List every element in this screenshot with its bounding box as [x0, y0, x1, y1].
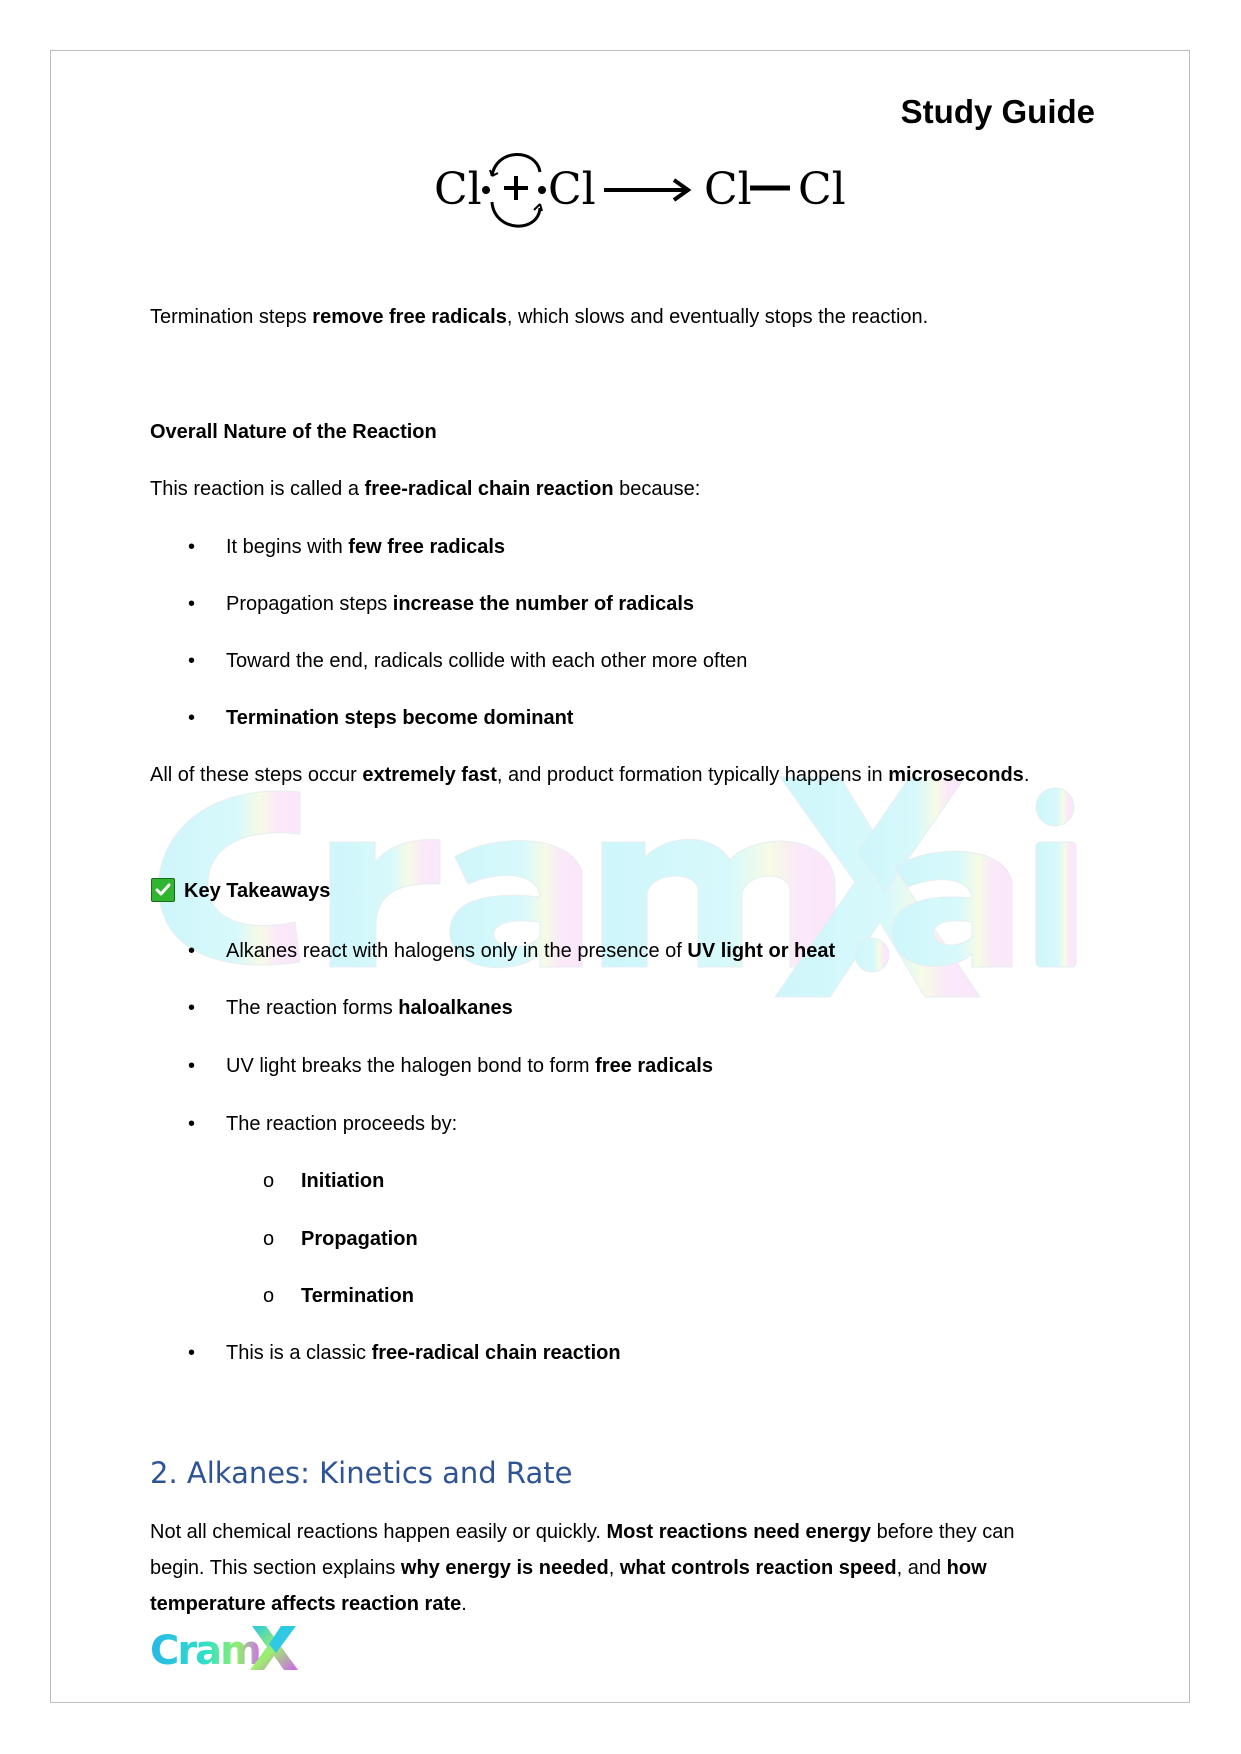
sub-bullet-glyph: o	[263, 1228, 275, 1250]
overall-intro: This reaction is called a free-radical chain reaction because:	[150, 478, 701, 500]
list-item: UV light breaks the halogen bond to form free radicals	[226, 1055, 713, 1077]
sub-bullet-glyph: o	[263, 1285, 275, 1307]
cl-product-left: Cl	[704, 164, 752, 215]
list-item: This is a classic free-radical chain reaction	[226, 1342, 621, 1364]
cl-atom-right: Cl	[548, 164, 596, 215]
section-paragraph-line-3: temperature affects reaction rate.	[150, 1593, 467, 1615]
svg-text:Cram: Cram	[150, 1628, 260, 1672]
bullet-glyph: •	[188, 593, 196, 615]
bullet-glyph: •	[188, 1342, 196, 1364]
list-item: The reaction proceeds by:	[226, 1113, 458, 1135]
list-item: It begins with few free radicals	[226, 536, 506, 558]
curved-arrow-bottom-icon	[492, 202, 540, 226]
radical-dot-left-icon	[482, 186, 490, 194]
bullet-glyph: •	[188, 997, 196, 1019]
curved-arrow-top-icon	[492, 154, 540, 176]
key-takeaways-heading: Key Takeaways	[151, 879, 330, 904]
sub-bullet-glyph: o	[263, 1170, 275, 1192]
sub-list-item-propagation: Propagation	[301, 1228, 418, 1250]
bullet-glyph: •	[188, 650, 196, 672]
cramx-logo	[150, 1620, 300, 1672]
bullet-glyph: •	[188, 1055, 196, 1077]
overall-nature-heading: Overall Nature of the Reaction	[150, 421, 437, 443]
sub-list-item-termination: Termination	[301, 1285, 414, 1307]
check-mark-button-icon	[151, 878, 175, 902]
list-item: Propagation steps increase the number of radicals	[226, 593, 695, 615]
list-item: The reaction forms haloalkanes	[226, 997, 513, 1019]
bullet-glyph: •	[188, 1113, 196, 1135]
section-heading: 2. Alkanes: Kinetics and Rate	[150, 1456, 573, 1490]
sub-list-item-initiation: Initiation	[301, 1170, 385, 1192]
list-item: Alkanes react with halogens only in the presence of UV light or heat	[226, 940, 836, 962]
list-item: Toward the end, radicals collide with each other more often	[226, 650, 748, 672]
bullet-glyph: •	[188, 536, 196, 558]
section-paragraph-line-2: begin. This section explains why energy is needed, what controls reaction speed, and how	[150, 1557, 987, 1579]
speed-paragraph: All of these steps occur extremely fast, and product formation typically happens in microseconds.	[150, 764, 1030, 786]
cl-atom-left: Cl	[434, 164, 482, 215]
radical-dot-right-icon	[538, 186, 546, 194]
page-title: Study Guide	[900, 93, 1095, 130]
termination-paragraph: Termination steps remove free radicals, which slows and eventually stops the reaction.	[150, 306, 929, 328]
section-paragraph-line-1: Not all chemical reactions happen easily or quickly. Most reactions need energy before they can	[150, 1521, 1015, 1543]
chlorine-radical-combination-diagram	[430, 140, 850, 240]
list-item: Termination steps become dominant	[226, 707, 574, 729]
bullet-glyph: •	[188, 940, 196, 962]
bullet-glyph: •	[188, 707, 196, 729]
cl-product-right: Cl	[798, 164, 846, 215]
